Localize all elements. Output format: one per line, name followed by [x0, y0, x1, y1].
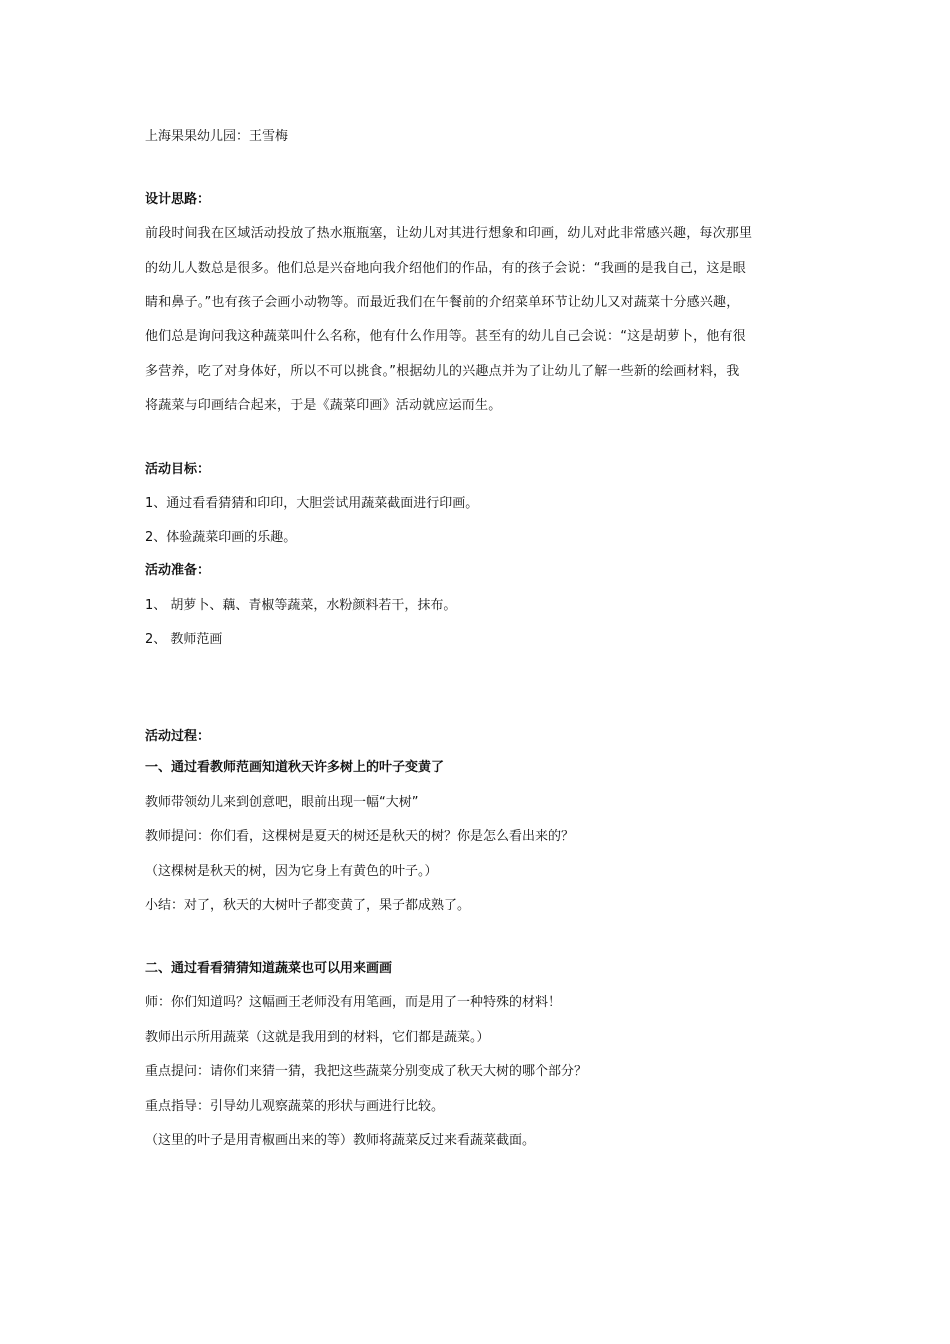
process-line: 重点提问：请你们来猜一猜，我把这些蔬菜分别变成了秋天大树的哪个部分？	[145, 1064, 588, 1079]
process-line: 教师带领幼儿来到创意吧，眼前出现一幅“大树”	[145, 795, 419, 810]
process-section-title: 二、通过看看猜猜知道蔬菜也可以用来画画	[145, 961, 393, 976]
process-line: 教师出示所用蔬菜（这就是我用到的材料，它们都是蔬菜。）	[145, 1030, 490, 1045]
design-paragraph-line: 睛和鼻子。”也有孩子会画小动物等。而最近我们在午餐前的介绍菜单环节让幼儿又对蔬菜十分感兴趣，	[145, 295, 740, 310]
author-line: 上海果果幼儿园：王雪梅	[145, 129, 289, 144]
design-paragraph-line: 他们总是询问我这种蔬菜叫什么名称，他有什么作用等。甚至有的幼儿自己会说：“这是胡萝卜，他有很	[145, 329, 746, 344]
goal-item: 1、通过看看猜猜和印印，大胆尝试用蔬菜截面进行印画。	[145, 496, 479, 511]
process-line: 重点指导：引导幼儿观察蔬菜的形状与画进行比较。	[145, 1099, 445, 1114]
design-paragraph-line: 多营养，吃了对身体好，所以不可以挑食。”根据幼儿的兴趣点并为了让幼儿了解一些新的绘画材料，我	[145, 364, 740, 379]
process-line: 小结：对了，秋天的大树叶子都变黄了，果子都成熟了。	[145, 898, 471, 913]
process-heading: 活动过程：	[145, 729, 211, 744]
design-paragraph-line: 的幼儿人数总是很多。他们总是兴奋地向我介绍他们的作品，有的孩子会说：“我画的是我自己，这是眼	[145, 261, 746, 276]
process-line: 师：你们知道吗？这幅画王老师没有用笔画，而是用了一种特殊的材料！	[145, 995, 562, 1010]
goals-heading: 活动目标：	[145, 462, 211, 477]
design-paragraph-line: 前段时间我在区域活动投放了热水瓶瓶塞，让幼儿对其进行想象和印画，幼儿对此非常感兴趣，每次那里	[145, 226, 753, 241]
design-paragraph-line: 将蔬菜与印画结合起来，于是《蔬菜印画》活动就应运而生。	[145, 398, 502, 413]
prep-item: 1、 胡萝卜、藕、青椒等蔬菜，水粉颜料若干，抹布。	[145, 598, 457, 613]
process-line: 教师提问：你们看，这棵树是夏天的树还是秋天的树？你是怎么看出来的？	[145, 829, 575, 844]
process-section-title: 一、通过看教师范画知道秋天许多树上的叶子变黄了	[145, 760, 445, 775]
process-line: （这棵树是秋天的树，因为它身上有黄色的叶子。）	[145, 864, 438, 879]
process-line: （这里的叶子是用青椒画出来的等）教师将蔬菜反过来看蔬菜截面。	[145, 1133, 536, 1148]
prep-item: 2、 教师范画	[145, 632, 223, 647]
prep-heading: 活动准备：	[145, 563, 211, 578]
goal-item: 2、体验蔬菜印画的乐趣。	[145, 530, 297, 545]
design-heading: 设计思路：	[145, 192, 211, 207]
